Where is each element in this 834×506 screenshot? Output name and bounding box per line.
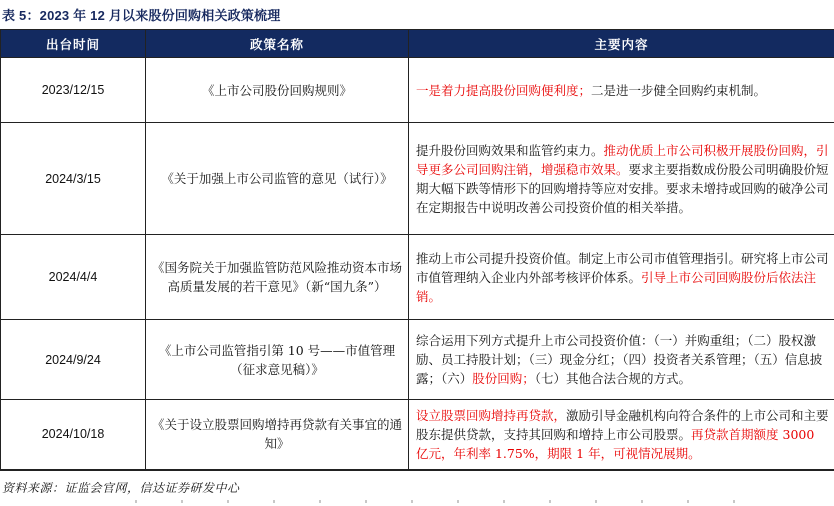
content-segment: 一是着力提高股份回购便利度；: [416, 82, 592, 98]
table-row: [1, 320, 834, 400]
table-row: [1, 400, 834, 470]
policy-name-cell: 《关于设立股票回购增持再贷款有关事宜的通知》: [146, 400, 409, 470]
table-row: [1, 58, 834, 123]
content-segment: 推动优质上市公司积极开展股份回购，引导更多公司回购注销，增强稳市效果。: [416, 142, 829, 177]
content-segment: 综合运用下列方式提升上市公司投资价值：（一）并购重组；（二）股权激励、员工持股计划；（三）现金分红；（四）投资者关系管理；（五）信息披露；（六）: [416, 333, 823, 386]
policy-name-cell: 《国务院关于加强监管防范风险推动资本市场高质量发展的若干意见》（新“国九条”）: [146, 235, 409, 320]
content-segment: 二是进一步健全回购约束机制。: [591, 82, 767, 98]
content-segment: 推动上市公司提升投资价值。制定上市公司市值管理指引。研究将上市公司市值管理纳入企业内外部考核评价体系。: [416, 250, 829, 285]
table-title: 表 5：2023 年 12 月以来股份回购相关政策梳理: [2, 8, 281, 23]
content-segment: 激励引导金融机构向符合条件的上市公司和主要股东提供贷款，支持其回购和增持上市公司股票。: [416, 407, 829, 442]
policy-content-cell: [409, 123, 834, 235]
header-main-content: 主要内容: [409, 30, 834, 58]
policy-date-cell: 2024/3/15: [1, 123, 146, 235]
table-body: [1, 58, 834, 470]
cropped-next-line-fragments: [135, 500, 735, 503]
policy-date-cell: 2024/10/18: [1, 400, 146, 470]
policy-content-cell: [409, 235, 834, 320]
header-row: [1, 30, 834, 58]
table-row: [1, 235, 834, 320]
table-row: [1, 123, 834, 235]
content-segment: 引导上市公司回购股份后依法注销。: [416, 269, 817, 304]
content-segment: 股份回购；: [472, 371, 535, 386]
policy-date-cell: 2023/12/15: [1, 58, 146, 123]
content-segment: 设立股票回购增持再贷款，: [416, 407, 567, 423]
policy-table: [0, 29, 834, 471]
policy-content-cell: [409, 58, 834, 123]
policy-date-cell: 2024/9/24: [1, 320, 146, 400]
content-segment: （七）其他合法合规的方式。: [534, 371, 692, 386]
policy-name-cell: 《上市公司股份回购规则》: [146, 58, 409, 123]
policy-content-cell: [409, 400, 834, 470]
content-segment: 提升股份回购效果和监管约束力。: [416, 142, 604, 158]
header-policy-name: 政策名称: [146, 30, 409, 58]
source-note: 资料来源：证监会官网，信达证券研发中心: [2, 480, 240, 495]
policy-name-cell: 《上市公司监管指引第 10 号——市值管理（征求意见稿）》: [146, 320, 409, 400]
header-date: 出台时间: [1, 30, 146, 58]
policy-name-cell: 《关于加强上市公司监管的意见（试行）》: [146, 123, 409, 235]
content-segment: 要求主要指数成份股公司明确股价短期大幅下跌等情形下的回购增持等应对安排。要求未增持或回购的破净公司在定期报告中说明改善公司投资价值的相关举措。: [416, 161, 829, 215]
content-segment: 再贷款首期额度 3000 亿元，年利率 1.75%，期限 1 年，可视情况展期。: [416, 426, 815, 461]
policy-date-cell: 2024/4/4: [1, 235, 146, 320]
policy-content-cell: [409, 320, 834, 400]
